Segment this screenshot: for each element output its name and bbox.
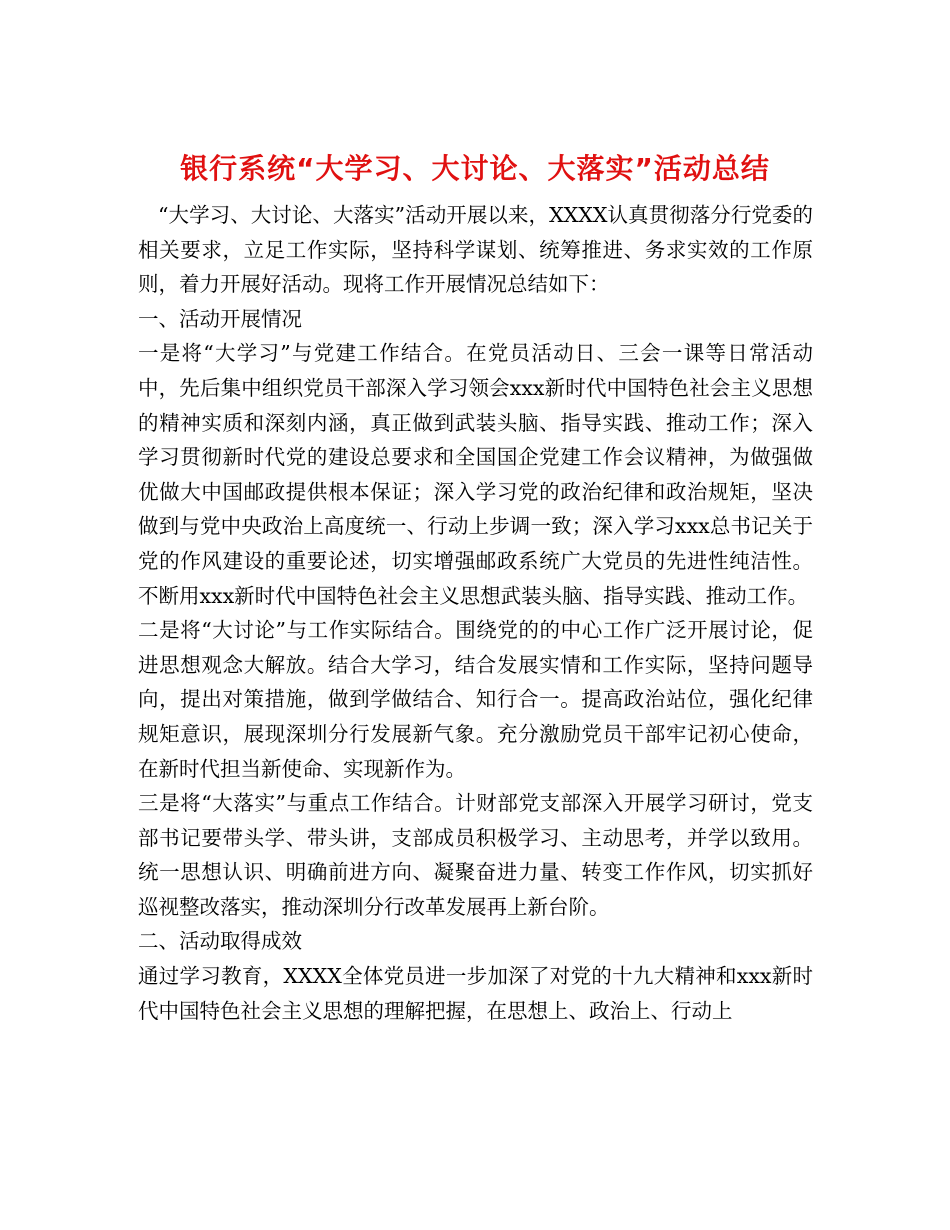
section-1-paragraph-1: 一是将“大学习”与党建工作结合。在党员活动日、三会一课等日常活动中，先后集中组织党员干部深入学习领会xxx新时代中国特色社会主义思想的精神实质和深刻内涵，真正做到武装头脑、指导实践、推动工作；深入学习贯彻新时代党的建设总要求和全国国企党建工作会议精神，为做强做优做大中国邮政提供根本保证；深入学习党的政治纪律和政治规矩，坚决做到与党中央政治上高度统一、行动上步调一致；深入学习xxx总书记关于党的作风建设的重要论述，切实增强邮政系统广大党员的先进性纯洁性。不断用xxx新时代中国特色社会主义思想武装头脑、指导实践、推动工作。 [138, 341, 813, 608]
section-1-paragraph-2: 二是将“大讨论”与工作实际结合。围绕党的的中心工作广泛开展讨论，促进思想观念大解放。结合大学习，结合发展实情和工作实际，坚持问题导向，提出对策措施，做到学做结合、知行合一。提高政治站位，强化纪律规矩意识，展现深圳分行发展新气象。充分激励党员干部牢记初心使命，在新时代担当新使命、实现新作为。 [138, 618, 813, 781]
document-title: 银行系统“大学习、大讨论、大落实”活动总结 [180, 151, 770, 185]
section-2-heading: 二、活动取得成效 [138, 929, 302, 954]
section-2-paragraph-1: 通过学习教育，XXXX全体党员进一步加深了对党的十九大精神和xxx新时代中国特色社会主义思想的理解把握，在思想上、政治上、行动上 [138, 964, 813, 1023]
intro-paragraph: “大学习、大讨论、大落实”活动开展以来，XXXX认真贯彻落分行党委的相关要求，立足工作实际，坚持科学谋划、统筹推进、务求实效的工作原则，着力开展好活动。现将工作开展情况总结如下： [138, 203, 813, 297]
document-body [138, 198, 813, 1028]
section-1-paragraph-3: 三是将“大落实”与重点工作结合。计财部党支部深入开展学习研讨，党支部书记要带头学、带头讲，支部成员积极学习、主动思考，并学以致用。统一思想认识、明确前进方向、凝聚奋进力量、转变工作作风，切实抓好巡视整改落实，推动深圳分行改革发展再上新台阶。 [138, 791, 813, 919]
section-1-heading: 一、活动开展情况 [138, 306, 302, 331]
